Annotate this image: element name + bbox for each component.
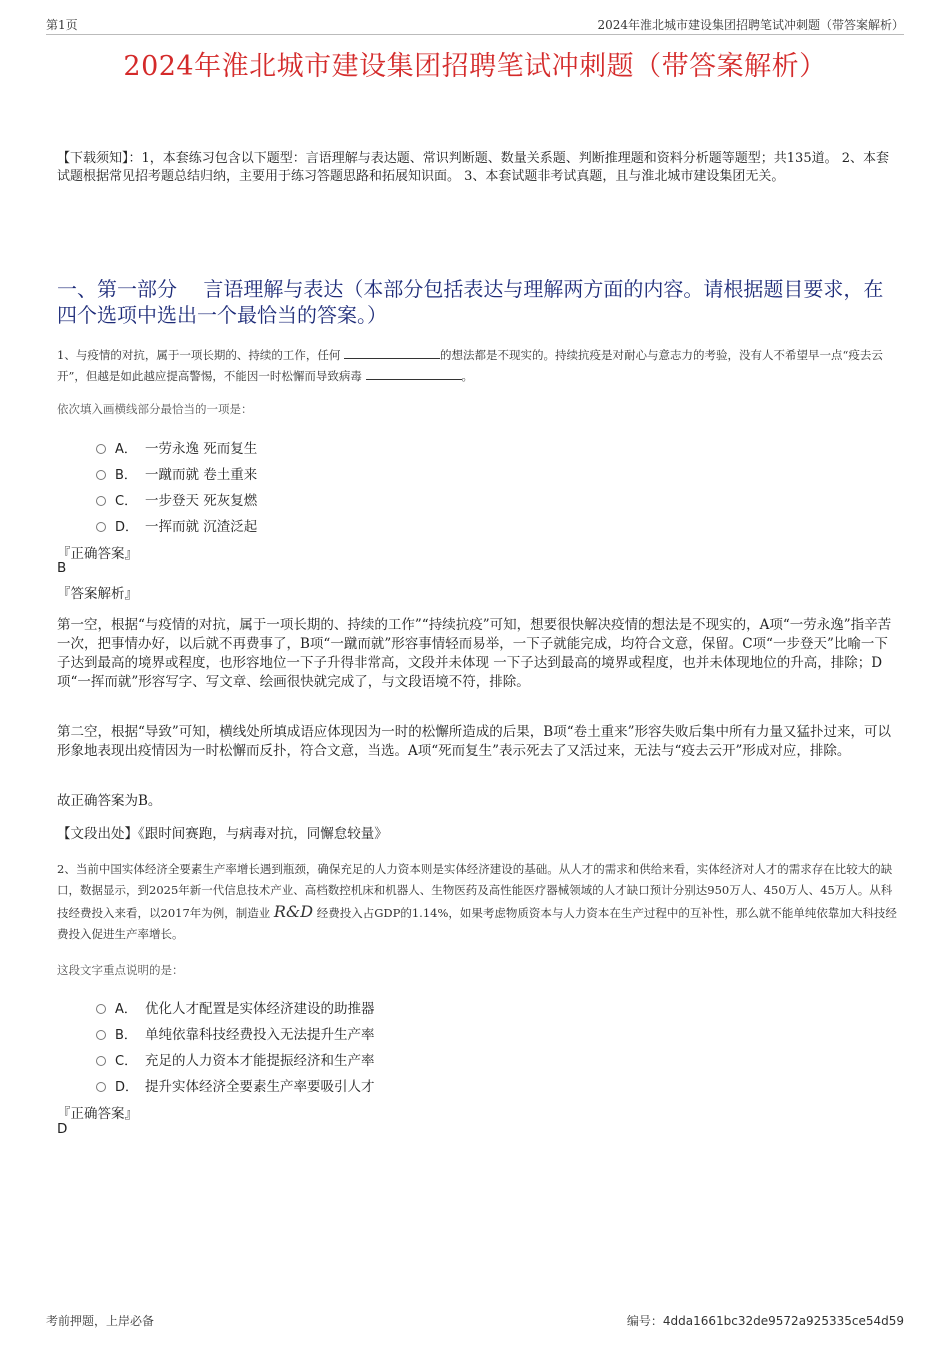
q1-option-c[interactable]: C． 一步登天 死灰复燃 (96, 489, 257, 509)
q1-option-b[interactable]: B． 一蹴而就 卷土重来 (96, 463, 257, 483)
q2-answer: D (57, 1121, 68, 1137)
question-1-prompt: 依次填入画横线部分最恰当的一项是： (57, 402, 253, 416)
q2-option-b[interactable]: B． 单纯依靠科技经费投入无法提升生产率 (96, 1023, 375, 1043)
q1-analysis-2: 第二空，根据“导致”可知，横线处所填成语应体现因为一时的松懈所造成的后果，B项“卷土重来”形容失败后集中所有力量又猛扑过来，可以形象地表现出疫情因为一时松懈而反扑，符合文意，当选。A项“死而复生”表示死去了又活过来，无法与“疫去云开”形成对应，排除。 (57, 724, 892, 759)
q2-option-a[interactable]: A． 优化人才配置是实体经济建设的助推器 (96, 997, 375, 1017)
radio-icon[interactable] (96, 1056, 106, 1066)
footer-slogan: 考前押题，上岸必备 (46, 1314, 155, 1328)
radio-icon[interactable] (96, 1004, 106, 1014)
radio-icon[interactable] (96, 1082, 106, 1092)
document-title: 2024年淮北城市建设集团招聘笔试冲刺题（带答案解析） (123, 51, 827, 82)
radio-icon[interactable] (96, 444, 106, 454)
q2-option-d[interactable]: D． 提升实体经济全要素生产率要吸引人才 (96, 1075, 375, 1095)
question-1-text: 1、与疫情的对抗，属于一项长期的、持续的工作，任何 的想法都是不现实的。持续抗疫是对耐心与意志力的考验，没有人不希望早一点“疫去云开”，但越是如此越应提高警惕，不能因一时松懈而导致病毒 。 (57, 348, 883, 383)
radio-icon[interactable] (96, 470, 106, 480)
page-header (46, 14, 904, 35)
q1-analysis-1: 第一空，根据“与疫情的对抗，属于一项长期的、持续的工作”“持续抗疫”可知，想要很快解决疫情的想法是不现实的，A项“一劳永逸”指辛苦一次，把事情办好，以后就不再费事了，B项“一蹴而就”形容事情轻而易举，一下子就能完成，均符合文意，保留。C项“一步登天”比喻一下子达到最高的境界或程度，也形容地位一下子升得非常高，文段并未体现 一下子达到最高的境界或程度，也并未体现地位的升高，排除；D项“一挥而就”形容写字、写文章、绘画很快就完成了，与文段语境不符，排除。 (57, 617, 892, 690)
q1-answer: B (57, 560, 67, 576)
q2-answer-label: 『正确答案』 (57, 1106, 138, 1122)
q1-option-d[interactable]: D． 一挥而就 沉渣泛起 (96, 515, 257, 535)
fill-blank-1 (344, 346, 440, 359)
download-notice: 【下载须知】：1，本套练习包含以下题型：言语理解与表达题、常识判断题、数量关系题、判断推理题和资料分析题等题型；共135道。 2、本套试题根据常见招考题总结归纳，主要用于练习答题思路和拓展知识面。 3、本套试题非考试真题，且与淮北城市建设集团无关。 (57, 151, 889, 184)
fill-blank-2 (366, 367, 462, 380)
header-doc-title: 2024年淮北城市建设集团招聘笔试冲刺题（带答案解析） (597, 18, 904, 32)
page-number: 第1页 (46, 18, 78, 32)
section-heading: 一、第一部分 言语理解与表达（本部分包括表达与理解两方面的内容。请根据题目要求，在四个选项中选出一个最恰当的答案。） (57, 277, 884, 327)
radio-icon[interactable] (96, 496, 106, 506)
radio-icon[interactable] (96, 522, 106, 532)
page-footer (46, 1312, 904, 1329)
rd-math: R&D (273, 902, 314, 921)
q2-option-c[interactable]: C． 充足的人力资本才能提振经济和生产率 (96, 1049, 375, 1069)
radio-icon[interactable] (96, 1030, 106, 1040)
q1-analysis-label: 『答案解析』 (57, 586, 138, 602)
q1-source: 【文段出处】《跟时间赛跑，与病毒对抗，同懈怠较量》 (57, 826, 388, 842)
q1-answer-label: 『正确答案』 (57, 546, 138, 562)
question-2-prompt: 这段文字重点说明的是： (57, 963, 184, 977)
footer-code: 编号：4dda1661bc32de9572a925335ce54d59 (626, 1314, 904, 1328)
q1-conclusion: 故正确答案为B。 (57, 793, 162, 809)
q1-option-a[interactable]: A． 一劳永逸 死而复生 (96, 437, 257, 457)
question-2-text: 2、当前中国实体经济全要素生产率增长遇到瓶颈，确保充足的人力资本则是实体经济建设的基础。从人才的需求和供给来看，实体经济对人才的需求存在比较大的缺口，数据显示，到2025年新一代信息技术产业、高档数控机床和机器人、生物医药及高性能医疗器械领域的人才缺口预计分别达950万人、450万人、45万人。从科技经费投入来看，以2017年为例，制造业 R&D 经费投入占GDP的1.14%，如果考虑物质资本与人力资本在生产过程中的互补性，那么就不能单纯依靠加大科技经费投入促进生产率增长。 (57, 862, 897, 941)
